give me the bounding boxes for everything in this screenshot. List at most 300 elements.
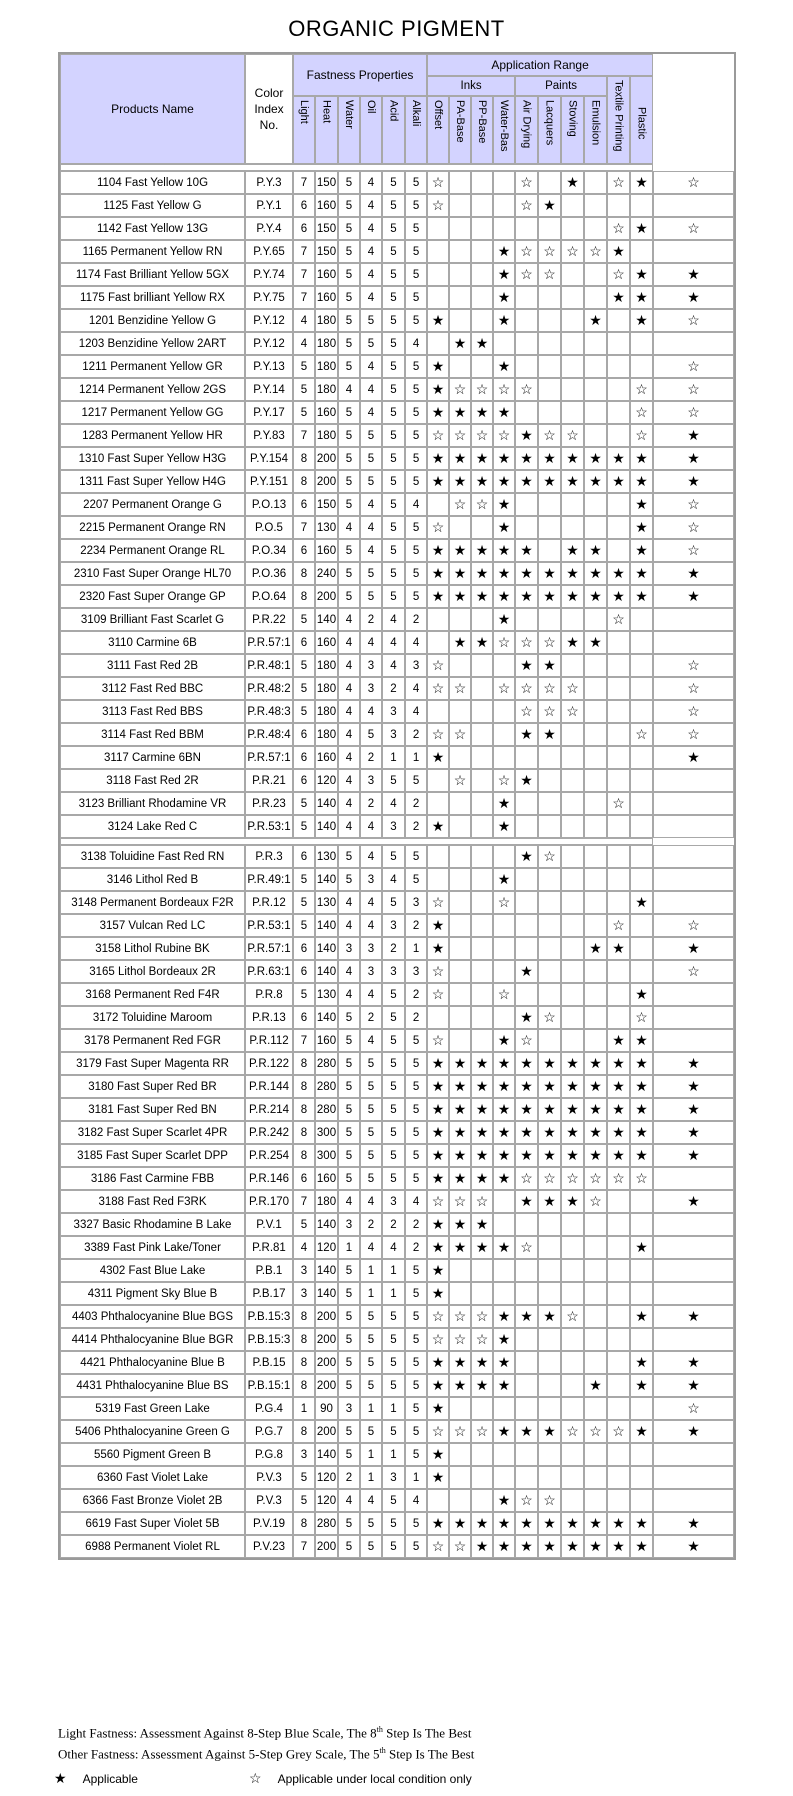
product-name-cell: 4421 Phthalocyanine Blue B [60, 1351, 245, 1374]
application-cell-empty [515, 1282, 538, 1305]
color-index-cell: P.R.57:1 [245, 631, 293, 654]
filled-star-icon: ★ [687, 427, 700, 443]
filled-star-icon: ★ [497, 1377, 511, 1393]
application-cell [584, 1420, 607, 1443]
heat-cell: 280 [315, 1052, 338, 1075]
application-cell [607, 1098, 630, 1121]
application-cell [561, 562, 584, 585]
color-index-cell: P.Y.17 [245, 401, 293, 424]
filled-star-icon: ★ [431, 1055, 445, 1071]
product-name-cell: 3148 Permanent Bordeaux F2R [60, 891, 245, 914]
heat-cell: 200 [315, 585, 338, 608]
application-cell-empty [607, 516, 630, 539]
application-cell-empty [584, 792, 607, 815]
application-cell [538, 1305, 561, 1328]
color-index-cell: P.R.48:4 [245, 723, 293, 746]
application-cell-empty [607, 401, 630, 424]
application-cell-empty [561, 1489, 584, 1512]
oil-cell: 5 [360, 1374, 382, 1397]
application-cell [493, 1236, 515, 1259]
filled-star-icon: ★ [566, 634, 579, 650]
table-row [60, 937, 734, 960]
alkali-cell: 5 [405, 539, 427, 562]
outline-star-icon: ☆ [687, 1400, 700, 1416]
water-cell: 4 [338, 516, 360, 539]
application-cell [471, 1121, 493, 1144]
light-cell: 6 [293, 937, 315, 960]
heat-cell: 280 [315, 1075, 338, 1098]
header-color-index: Color Index No. [245, 54, 293, 164]
plastic-cell-empty [653, 891, 734, 914]
plastic-cell [653, 263, 734, 286]
outline-star-icon: ☆ [431, 174, 445, 190]
application-cell-empty [515, 286, 538, 309]
table-row [60, 845, 734, 868]
heat-cell: 200 [315, 1420, 338, 1443]
application-cell-empty [607, 868, 630, 891]
filled-star-icon: ★ [475, 1515, 489, 1531]
acid-cell: 5 [382, 194, 405, 217]
application-cell [584, 1190, 607, 1213]
filled-star-icon: ★ [475, 565, 489, 581]
header-fastness-col: Alkali [405, 96, 427, 164]
light-cell: 8 [293, 447, 315, 470]
outline-star-icon: ☆ [497, 634, 511, 650]
filled-star-icon: ★ [589, 312, 602, 328]
application-cell [471, 1512, 493, 1535]
application-cell-empty [538, 983, 561, 1006]
application-cell-empty [538, 937, 561, 960]
application-cell [493, 1075, 515, 1098]
acid-cell: 5 [382, 1006, 405, 1029]
application-cell-empty [607, 1374, 630, 1397]
application-cell-empty [427, 1489, 449, 1512]
outline-star-icon: ☆ [497, 381, 511, 397]
plastic-cell [653, 723, 734, 746]
color-index-cell: P.R.63:1 [245, 960, 293, 983]
application-cell-empty [515, 401, 538, 424]
water-cell: 5 [338, 1098, 360, 1121]
filled-star-icon: ★ [566, 1078, 579, 1094]
filled-star-icon: ★ [543, 473, 556, 489]
application-cell-empty [471, 263, 493, 286]
application-cell-empty [584, 608, 607, 631]
filled-star-icon: ★ [543, 1055, 556, 1071]
color-index-cell: P.R.112 [245, 1029, 293, 1052]
filled-star-icon: ★ [497, 312, 511, 328]
application-cell [515, 723, 538, 746]
table-row [60, 1374, 734, 1397]
oil-cell: 3 [360, 868, 382, 891]
application-cell [630, 171, 653, 194]
filled-star-icon: ★ [612, 1538, 625, 1554]
filled-star-icon: ★ [497, 1032, 511, 1048]
filled-star-icon: ★ [475, 1354, 489, 1370]
header-inks: Inks [427, 76, 515, 96]
water-cell: 4 [338, 378, 360, 401]
application-cell [427, 1328, 449, 1351]
product-name-cell: 3185 Fast Super Scarlet DPP [60, 1144, 245, 1167]
application-cell-empty [607, 1259, 630, 1282]
product-name-cell: 3111 Fast Red 2B [60, 654, 245, 677]
application-cell [449, 1535, 471, 1558]
oil-cell: 1 [360, 1282, 382, 1305]
plastic-cell-empty [653, 868, 734, 891]
header-paint-col: Stoving [561, 96, 584, 164]
light-cell: 8 [293, 1305, 315, 1328]
filled-star-icon: ★ [497, 266, 511, 282]
filled-star-icon: ★ [497, 588, 511, 604]
light-cell: 5 [293, 654, 315, 677]
light-cell: 6 [293, 1006, 315, 1029]
light-cell: 6 [293, 723, 315, 746]
application-cell-empty [630, 240, 653, 263]
water-cell: 3 [338, 1213, 360, 1236]
application-cell [630, 516, 653, 539]
application-cell [515, 263, 538, 286]
light-cell: 5 [293, 677, 315, 700]
oil-cell: 4 [360, 700, 382, 723]
light-cell: 7 [293, 424, 315, 447]
alkali-cell: 5 [405, 1144, 427, 1167]
acid-cell: 4 [382, 654, 405, 677]
heat-cell: 140 [315, 1213, 338, 1236]
application-cell [630, 1374, 653, 1397]
application-cell-empty [607, 1006, 630, 1029]
application-cell-empty [561, 914, 584, 937]
application-cell-empty [630, 937, 653, 960]
application-cell-empty [630, 355, 653, 378]
acid-cell: 5 [382, 401, 405, 424]
application-cell [427, 1075, 449, 1098]
heat-cell: 130 [315, 516, 338, 539]
heat-cell: 200 [315, 1305, 338, 1328]
application-cell-empty [427, 868, 449, 891]
application-cell [471, 1144, 493, 1167]
table-row [60, 677, 734, 700]
legend-light-fastness: Light Fastness: Assessment Against 8-Step Blue Scale, The 8th Step Is The Best [58, 1725, 472, 1741]
heat-cell: 280 [315, 1512, 338, 1535]
outline-star-icon: ☆ [520, 1032, 533, 1048]
water-cell: 5 [338, 240, 360, 263]
application-cell-empty [607, 1190, 630, 1213]
application-cell-empty [449, 960, 471, 983]
application-cell-empty [538, 914, 561, 937]
light-cell: 6 [293, 769, 315, 792]
product-name-cell: 1311 Fast Super Yellow H4G [60, 470, 245, 493]
filled-star-icon: ★ [612, 1078, 625, 1094]
application-cell [449, 585, 471, 608]
filled-star-icon: ★ [431, 450, 445, 466]
filled-star-icon: ★ [543, 1193, 556, 1209]
alkali-cell: 4 [405, 700, 427, 723]
filled-star-icon: ★ [497, 1515, 511, 1531]
light-cell: 7 [293, 1535, 315, 1558]
outline-star-icon: ☆ [453, 1308, 467, 1324]
water-cell: 5 [338, 493, 360, 516]
product-name-cell: 1174 Fast Brilliant Yellow 5GX [60, 263, 245, 286]
application-cell-empty [607, 700, 630, 723]
alkali-cell: 3 [405, 654, 427, 677]
application-cell-empty [607, 493, 630, 516]
application-cell [630, 891, 653, 914]
application-cell [449, 1512, 471, 1535]
heat-cell: 150 [315, 493, 338, 516]
filled-star-icon: ★ [453, 1124, 467, 1140]
application-cell [471, 631, 493, 654]
application-cell-empty [607, 891, 630, 914]
filled-star-icon: ★ [687, 1354, 700, 1370]
application-cell [561, 1121, 584, 1144]
oil-cell: 2 [360, 746, 382, 769]
acid-cell: 3 [382, 815, 405, 838]
filled-star-icon: ★ [635, 519, 648, 535]
header-ink-col: Water-Bas [493, 96, 515, 164]
outline-star-icon: ☆ [687, 703, 700, 719]
application-cell-empty [607, 983, 630, 1006]
application-cell [449, 1420, 471, 1443]
filled-star-icon: ★ [589, 1055, 602, 1071]
application-cell-empty [471, 1397, 493, 1420]
filled-star-icon: ★ [520, 473, 533, 489]
application-cell-empty [471, 960, 493, 983]
application-cell [538, 1512, 561, 1535]
filled-star-icon: ★ [475, 1147, 489, 1163]
application-cell-empty [584, 677, 607, 700]
filled-star-icon: ★ [475, 542, 489, 558]
light-cell: 5 [293, 355, 315, 378]
color-index-cell: P.G.4 [245, 1397, 293, 1420]
application-cell-empty [584, 493, 607, 516]
alkali-cell: 2 [405, 1236, 427, 1259]
application-cell-empty [538, 1213, 561, 1236]
filled-star-icon: ★ [589, 565, 602, 581]
application-cell [427, 1351, 449, 1374]
outline-star-icon: ☆ [612, 1423, 625, 1439]
color-index-cell: P.Y.1 [245, 194, 293, 217]
light-cell: 8 [293, 562, 315, 585]
product-name-cell: 3112 Fast Red BBC [60, 677, 245, 700]
application-cell-empty [471, 1443, 493, 1466]
table-row [60, 217, 734, 240]
outline-star-icon: ☆ [687, 404, 700, 420]
heat-cell: 180 [315, 700, 338, 723]
outline-star-icon: ☆ [453, 1423, 467, 1439]
outline-star-icon: ☆ [497, 680, 511, 696]
heat-cell: 200 [315, 1328, 338, 1351]
filled-star-icon: ★ [612, 243, 625, 259]
filled-star-icon: ★ [566, 450, 579, 466]
application-cell-empty [584, 1328, 607, 1351]
table-row [60, 1305, 734, 1328]
application-cell-empty [538, 792, 561, 815]
application-cell-empty [607, 1282, 630, 1305]
heat-cell: 120 [315, 1466, 338, 1489]
alkali-cell: 2 [405, 983, 427, 1006]
header-fastness-col: Water [338, 96, 360, 164]
filled-star-icon: ★ [497, 1308, 511, 1324]
alkali-cell: 4 [405, 332, 427, 355]
application-cell [449, 1190, 471, 1213]
application-cell-empty [561, 1029, 584, 1052]
product-name-cell: 3172 Toluidine Maroom [60, 1006, 245, 1029]
application-cell-empty [493, 700, 515, 723]
oil-cell: 4 [360, 286, 382, 309]
alkali-cell: 5 [405, 194, 427, 217]
filled-star-icon: ★ [520, 657, 533, 673]
application-cell-empty [561, 792, 584, 815]
application-cell [493, 263, 515, 286]
application-cell [607, 447, 630, 470]
oil-cell: 5 [360, 424, 382, 447]
color-index-cell: P.Y.14 [245, 378, 293, 401]
filled-star-icon: ★ [566, 588, 579, 604]
table-row [60, 746, 734, 769]
application-cell-empty [584, 700, 607, 723]
application-cell [538, 1420, 561, 1443]
plastic-cell [653, 562, 734, 585]
filled-star-icon: ★ [431, 818, 445, 834]
application-cell [493, 378, 515, 401]
product-name-cell: 4311 Pigment Sky Blue B [60, 1282, 245, 1305]
application-cell-empty [427, 700, 449, 723]
plastic-cell-empty [653, 1213, 734, 1236]
filled-star-icon: ★ [589, 634, 602, 650]
application-cell [515, 424, 538, 447]
application-cell-empty [515, 332, 538, 355]
heat-cell: 160 [315, 1167, 338, 1190]
oil-cell: 4 [360, 914, 382, 937]
legend-other-fastness: Other Fastness: Assessment Against 5-Step Grey Scale, The 5th Step Is The Best [58, 1746, 475, 1762]
application-cell [493, 792, 515, 815]
filled-star-icon: ★ [453, 1170, 467, 1186]
application-cell-empty [515, 746, 538, 769]
filled-star-icon: ★ [635, 1101, 648, 1117]
outline-star-icon: ☆ [543, 1492, 556, 1508]
outline-star-icon: ☆ [589, 1423, 602, 1439]
color-index-cell: P.B.15:1 [245, 1374, 293, 1397]
application-cell-empty [584, 769, 607, 792]
filled-star-icon: ★ [497, 404, 511, 420]
heat-cell: 140 [315, 792, 338, 815]
product-name-cell: 4302 Fast Blue Lake [60, 1259, 245, 1282]
application-cell [607, 1075, 630, 1098]
application-cell [449, 769, 471, 792]
product-name-cell: 3117 Carmine 6BN [60, 746, 245, 769]
alkali-cell: 4 [405, 1489, 427, 1512]
water-cell: 5 [338, 263, 360, 286]
filled-star-icon: ★ [431, 358, 445, 374]
color-index-cell: P.V.19 [245, 1512, 293, 1535]
application-cell [538, 1121, 561, 1144]
water-cell: 5 [338, 447, 360, 470]
product-name-cell: 4403 Phthalocyanine Blue BGS [60, 1305, 245, 1328]
application-cell [630, 1420, 653, 1443]
filled-star-icon: ★ [687, 1308, 700, 1324]
alkali-cell: 3 [405, 960, 427, 983]
header-ink-col: PA-Base [449, 96, 471, 164]
outline-star-icon: ☆ [453, 680, 467, 696]
light-cell: 5 [293, 1213, 315, 1236]
plastic-cell [653, 171, 734, 194]
heat-cell: 160 [315, 194, 338, 217]
filled-star-icon: ★ [475, 1124, 489, 1140]
application-cell-empty [493, 914, 515, 937]
filled-star-icon: ★ [520, 1055, 533, 1071]
table-row [60, 401, 734, 424]
outline-star-icon: ☆ [543, 1170, 556, 1186]
outline-star-icon: ☆ [612, 266, 625, 282]
plastic-cell [653, 447, 734, 470]
application-cell [630, 585, 653, 608]
alkali-cell: 1 [405, 1466, 427, 1489]
application-cell [630, 470, 653, 493]
water-cell: 5 [338, 401, 360, 424]
application-cell [493, 1167, 515, 1190]
product-name-cell: 6360 Fast Violet Lake [60, 1466, 245, 1489]
application-cell-empty [471, 1489, 493, 1512]
application-cell-empty [449, 746, 471, 769]
light-cell: 7 [293, 171, 315, 194]
color-index-cell: P.R.122 [245, 1052, 293, 1075]
acid-cell: 2 [382, 937, 405, 960]
application-cell [471, 1374, 493, 1397]
plastic-cell [653, 914, 734, 937]
application-cell [515, 769, 538, 792]
application-cell-empty [584, 378, 607, 401]
application-cell-empty [493, 332, 515, 355]
product-name-cell: 3146 Lithol Red B [60, 868, 245, 891]
heat-cell: 160 [315, 286, 338, 309]
filled-star-icon: ★ [589, 1538, 602, 1554]
filled-star-icon: ★ [475, 335, 489, 351]
application-cell [607, 1512, 630, 1535]
table-row [60, 171, 734, 194]
heat-cell: 160 [315, 631, 338, 654]
application-cell-empty [471, 891, 493, 914]
product-name-cell: 3186 Fast Carmine FBB [60, 1167, 245, 1190]
application-cell [493, 539, 515, 562]
water-cell: 5 [338, 1512, 360, 1535]
application-cell [449, 1328, 471, 1351]
color-index-cell: P.Y.151 [245, 470, 293, 493]
outline-star-icon: ☆ [566, 680, 579, 696]
filled-star-icon: ★ [687, 588, 700, 604]
alkali-cell: 5 [405, 171, 427, 194]
alkali-cell: 1 [405, 746, 427, 769]
filled-star-icon: ★ [475, 1170, 489, 1186]
application-cell-empty [538, 608, 561, 631]
application-cell-empty [561, 608, 584, 631]
filled-star-icon: ★ [497, 289, 511, 305]
application-cell-empty [538, 309, 561, 332]
application-cell-empty [561, 960, 584, 983]
application-cell-empty [471, 914, 493, 937]
application-cell [538, 447, 561, 470]
alkali-cell: 2 [405, 815, 427, 838]
filled-star-icon: ★ [475, 473, 489, 489]
application-cell [427, 1236, 449, 1259]
color-index-cell: P.G.7 [245, 1420, 293, 1443]
application-cell-empty [427, 263, 449, 286]
alkali-cell: 5 [405, 217, 427, 240]
filled-star-icon: ★ [520, 726, 533, 742]
plastic-cell-empty [653, 1236, 734, 1259]
application-cell [427, 562, 449, 585]
application-cell-empty [607, 1443, 630, 1466]
light-cell: 8 [293, 1121, 315, 1144]
outline-star-icon: ☆ [475, 1423, 489, 1439]
